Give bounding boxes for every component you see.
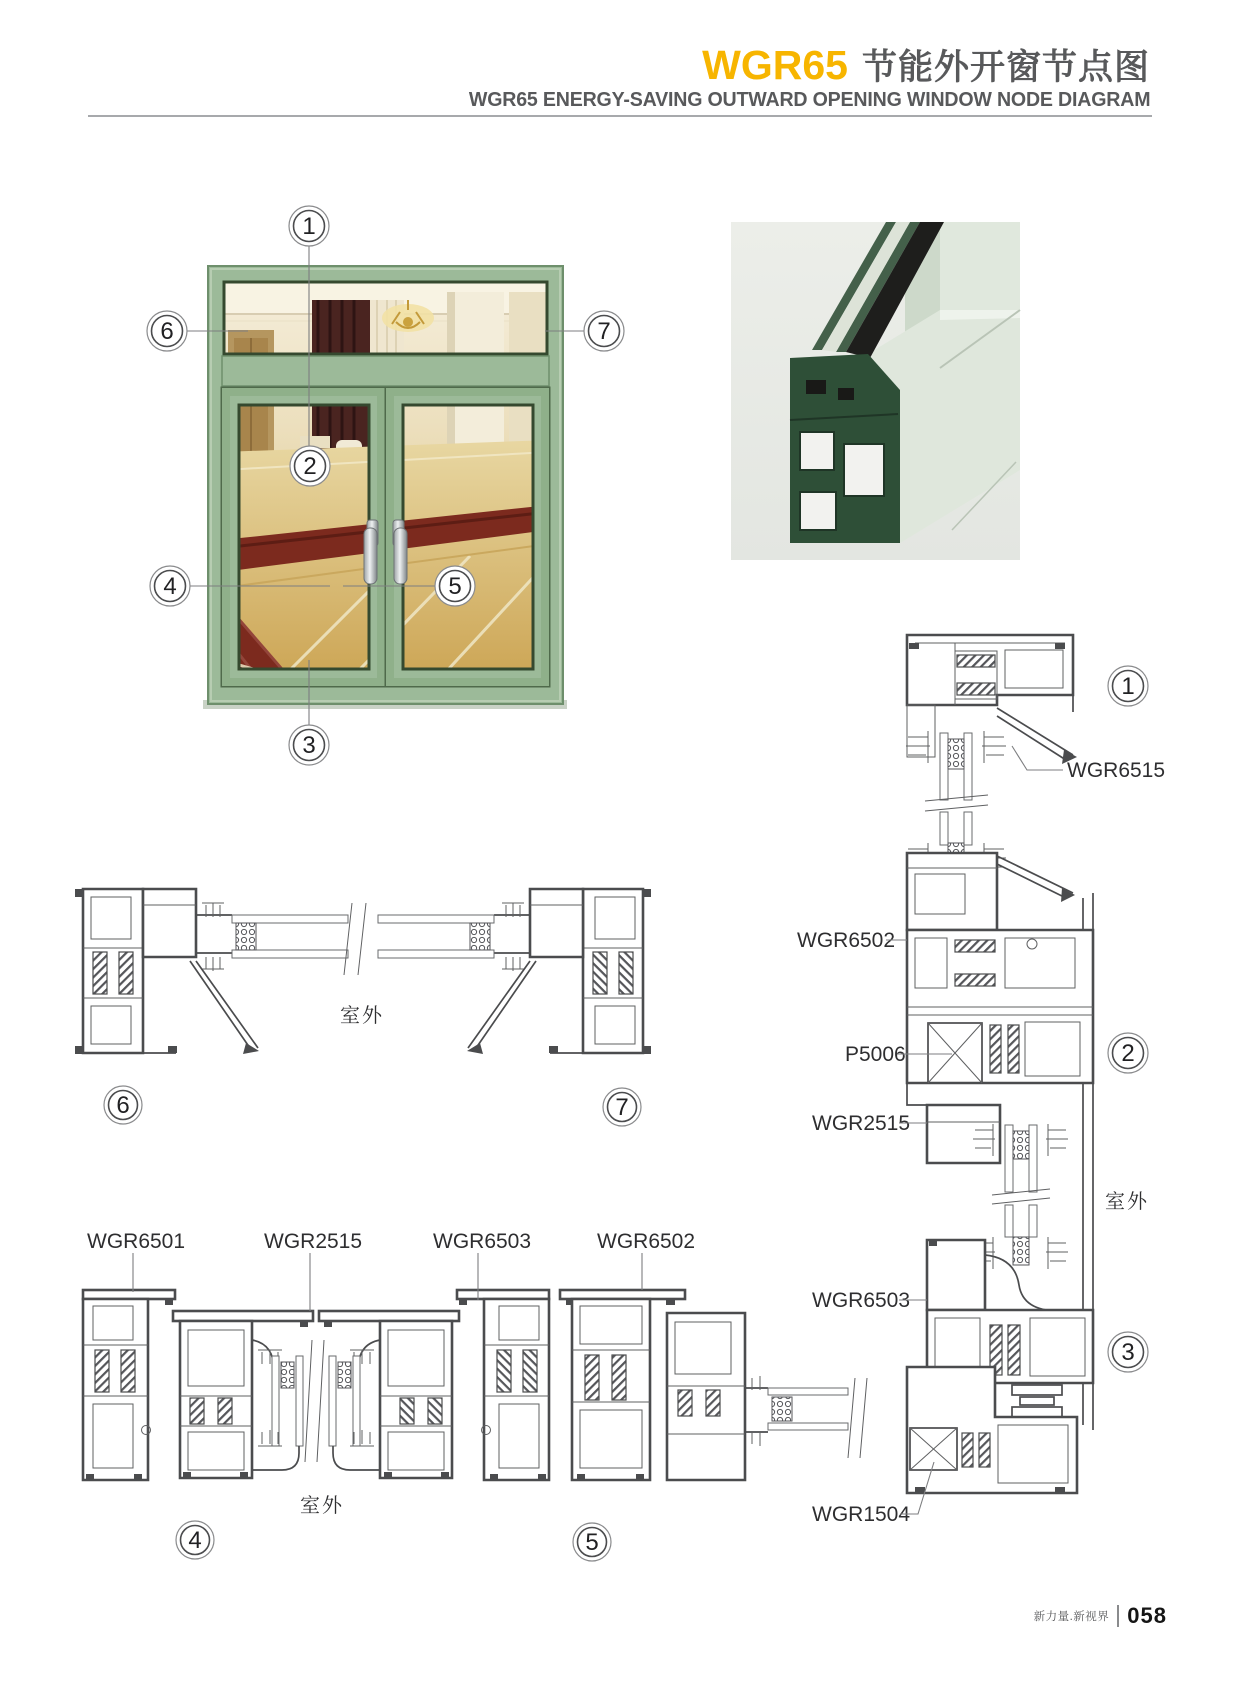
outdoor-label-bottom: 室外 <box>300 1495 344 1517</box>
label-wgr6502-bottom: WGR6502 <box>597 1230 696 1253</box>
callout-sec-2 <box>1108 1033 1148 1073</box>
callout-sec-6 <box>104 1086 142 1124</box>
callout-1-num: 1 <box>302 213 316 240</box>
transom-bar <box>222 356 549 386</box>
callout-4 <box>150 566 190 606</box>
callout-2 <box>290 446 330 486</box>
callout-2-num: 2 <box>303 453 317 480</box>
section-drawing-bottom <box>83 1230 867 1561</box>
label-wgr2515-right: WGR2515 <box>812 1112 911 1135</box>
callout-6-num: 6 <box>160 318 174 345</box>
profile-sash-right-end <box>667 1313 867 1480</box>
callout-7-num: 7 <box>597 318 611 345</box>
callout-sec-6-num: 6 <box>116 1092 130 1119</box>
callout-sec-3-num: 3 <box>1121 1339 1135 1366</box>
handle-right <box>393 520 407 584</box>
label-wgr6503-right: WGR6503 <box>812 1289 911 1312</box>
callout-sec-5 <box>573 1523 611 1561</box>
label-wgr2515-bottom: WGR2515 <box>264 1230 363 1253</box>
label-wgr6515: WGR6515 <box>1067 759 1166 782</box>
callout-sec-7 <box>603 1088 641 1126</box>
callout-4-num: 4 <box>163 573 177 600</box>
callout-3-num: 3 <box>302 732 316 759</box>
page-title-cn: 节能外开窗节点图 <box>861 48 1150 87</box>
section-drawing-middle <box>75 889 651 1126</box>
footer-divider <box>1117 1605 1119 1627</box>
outdoor-label-right: 室外 <box>1105 1191 1149 1213</box>
callout-1 <box>289 206 329 246</box>
callout-sec-4 <box>176 1521 214 1559</box>
handle-left <box>364 520 378 584</box>
callout-5 <box>435 566 475 606</box>
page-footer <box>1034 1603 1167 1629</box>
callout-3 <box>289 725 329 765</box>
callout-sec-7-num: 7 <box>615 1094 629 1121</box>
label-p5006: P5006 <box>845 1043 906 1066</box>
label-wgr1504: WGR1504 <box>812 1503 911 1526</box>
page-number: 058 <box>1127 1603 1167 1628</box>
section-drawing-right <box>797 635 1165 1526</box>
callout-sec-1 <box>1108 666 1148 706</box>
callout-sec-2-num: 2 <box>1121 1040 1135 1067</box>
callout-sec-4-num: 4 <box>188 1527 202 1554</box>
window-illustration <box>147 206 624 765</box>
label-wgr6502-right: WGR6502 <box>797 929 896 952</box>
label-wgr6503-bottom: WGR6503 <box>433 1230 532 1253</box>
callout-sec-3 <box>1108 1332 1148 1372</box>
profile-3d-render <box>731 222 1020 560</box>
callout-sec-1-num: 1 <box>1121 673 1135 700</box>
page-title-model: WGR65 <box>702 42 848 88</box>
callout-7 <box>584 311 624 351</box>
footer-slogan: 新力量.新视界 <box>1033 1611 1110 1623</box>
outdoor-label-middle: 室外 <box>340 1005 384 1027</box>
page-subtitle-en: WGR65 ENERGY-SAVING OUTWARD OPENING WINDOW NODE DIAGRAM <box>468 89 1150 111</box>
label-wgr6501: WGR6501 <box>87 1230 186 1253</box>
callout-5-num: 5 <box>448 573 462 600</box>
callout-sec-5-num: 5 <box>585 1529 599 1556</box>
callout-6 <box>147 311 187 351</box>
